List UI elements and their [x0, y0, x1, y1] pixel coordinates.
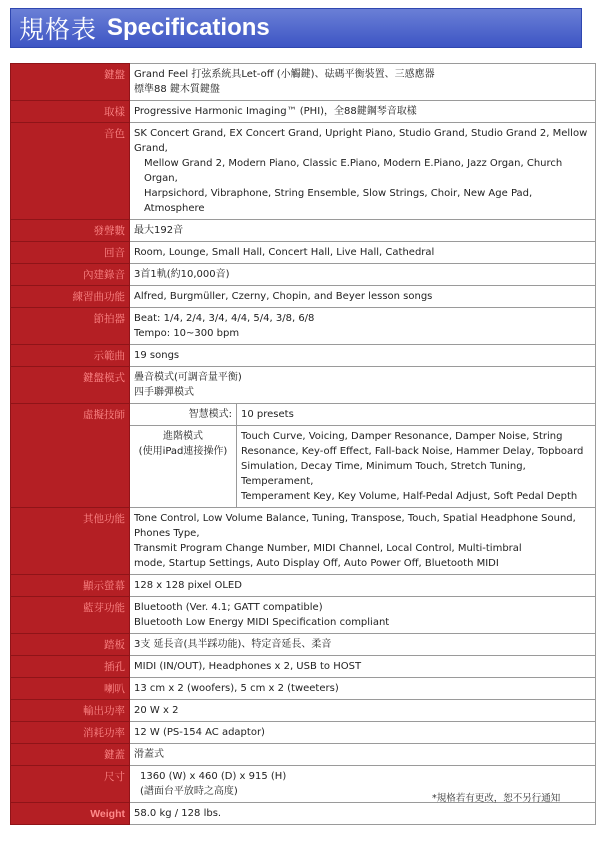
spec-value-line: Transmit Program Change Number, MIDI Channel, Local Control, Multi-timbral — [134, 543, 522, 554]
spec-row — [11, 597, 596, 634]
spec-value — [130, 634, 596, 656]
spec-value-line: (譜面台平放時之高度) — [140, 786, 238, 797]
spec-value — [130, 722, 596, 744]
spec-row — [11, 242, 596, 264]
spec-value-line: 3支 延長音(具半踩功能)、特定音延長、柔音 — [134, 639, 332, 650]
spec-value-line: Harpsichord, Vibraphone, String Ensemble, Slow Strings, Choir, New Age Pad, Atmosphere — [144, 188, 533, 214]
spec-label: 虛擬技師 — [11, 404, 130, 508]
advanced-mode-value-line: Temperament Key, Key Volume, Half-Pedal Adjust, Soft Pedal Depth — [241, 491, 578, 502]
spec-value — [130, 744, 596, 766]
spec-label: 發聲數 — [11, 220, 130, 242]
spec-value-line: Alfred, Burgmüller, Czerny, Chopin, and Beyer lesson songs — [134, 291, 433, 302]
spec-value — [130, 220, 596, 242]
spec-row — [11, 722, 596, 744]
spec-value — [130, 803, 596, 825]
spec-value — [130, 123, 596, 220]
spec-label: 取樣 — [11, 101, 130, 123]
advanced-mode-key-line: 進階模式 — [163, 431, 203, 442]
spec-value — [130, 508, 596, 575]
spec-label: 插孔 — [11, 656, 130, 678]
spec-value-line: SK Concert Grand, EX Concert Grand, Upright Piano, Studio Grand, Studio Grand 2, Mellow Grand, — [134, 128, 588, 154]
spec-value-line: Progressive Harmonic Imaging™ (PHI)，全88鍵鋼琴音取樣 — [134, 106, 417, 117]
footnote: *規格若有更改，恕不另行通知 — [432, 793, 561, 804]
spec-value-line: Tone Control, Low Volume Balance, Tuning, Transpose, Touch, Spatial Headphone Sound, Phones Type, — [134, 513, 576, 539]
spec-value-line: 疊音模式(可調音量平衡) — [134, 372, 242, 383]
spec-value — [130, 656, 596, 678]
spec-value-line: 1360 (W) x 460 (D) x 915 (H) — [140, 771, 287, 782]
spec-row — [11, 678, 596, 700]
spec-value — [130, 64, 596, 101]
spec-label: 回音 — [11, 242, 130, 264]
spec-value — [130, 345, 596, 367]
page-title-zh: 規格表 — [19, 15, 98, 44]
advanced-mode-value — [237, 426, 596, 508]
spec-label: 示範曲 — [11, 345, 130, 367]
basic-mode-key: 智慧模式: — [130, 404, 237, 426]
advanced-mode-value-line: Resonance, Key-off Effect, Fall-back Noise, Hammer Delay, Topboard — [241, 446, 584, 457]
spec-label: 內建錄音 — [11, 264, 130, 286]
virtual-tech-subtable — [130, 404, 595, 507]
spec-value-line: Room, Lounge, Small Hall, Concert Hall, Live Hall, Cathedral — [134, 247, 435, 258]
spec-row — [11, 744, 596, 766]
spec-label: 消耗功率 — [11, 722, 130, 744]
spec-label: 藍芽功能 — [11, 597, 130, 634]
spec-value — [130, 367, 596, 404]
spec-row — [11, 123, 596, 220]
spec-value — [130, 678, 596, 700]
spec-value-line: Tempo: 10~300 bpm — [134, 328, 240, 339]
spec-value-line: MIDI (IN/OUT), Headphones x 2, USB to HOST — [134, 661, 362, 672]
spec-value — [130, 597, 596, 634]
spec-row — [11, 367, 596, 404]
spec-row — [11, 264, 596, 286]
spec-label: 尺寸 — [11, 766, 130, 803]
spec-value-line: mode, Startup Settings, Auto Display Off, Auto Power Off, Bluetooth MIDI — [134, 558, 499, 569]
spec-row-virtual-technician — [11, 404, 596, 508]
basic-mode-value: 10 presets — [241, 409, 294, 420]
spec-value-line: 最大192音 — [134, 225, 184, 236]
spec-value-line: Bluetooth (Ver. 4.1; GATT compatible) — [134, 602, 323, 613]
spec-row — [11, 656, 596, 678]
advanced-mode-key — [130, 426, 237, 508]
spec-row — [11, 220, 596, 242]
spec-label: 其他功能 — [11, 508, 130, 575]
spec-label: 喇叭 — [11, 678, 130, 700]
spec-value — [130, 242, 596, 264]
spec-row — [11, 700, 596, 722]
spec-row — [11, 575, 596, 597]
spec-row — [11, 803, 596, 825]
spec-value — [130, 101, 596, 123]
spec-label: 鍵盤 — [11, 64, 130, 101]
spec-value — [130, 264, 596, 286]
spec-value — [130, 575, 596, 597]
spec-value-line: 四手聯彈模式 — [134, 387, 194, 398]
spec-label: 鍵盤模式 — [11, 367, 130, 404]
spec-value-line: 58.0 kg / 128 lbs. — [134, 808, 222, 819]
spec-label: 音色 — [11, 123, 130, 220]
spec-row — [11, 101, 596, 123]
spec-value — [130, 404, 596, 508]
page-title-en: Specifications — [107, 14, 270, 41]
spec-value-line: 20 W x 2 — [134, 705, 179, 716]
spec-table — [10, 63, 596, 825]
spec-row — [11, 634, 596, 656]
spec-value-line: 3首1軌(約10,000音) — [134, 269, 230, 280]
spec-label: 輸出功率 — [11, 700, 130, 722]
spec-label: Weight — [11, 803, 130, 825]
spec-value — [130, 700, 596, 722]
spec-value-line: Bluetooth Low Energy MIDI Specification compliant — [134, 617, 390, 628]
spec-value-line: 滑蓋式 — [134, 749, 164, 760]
spec-label: 顯示螢幕 — [11, 575, 130, 597]
spec-label: 踏板 — [11, 634, 130, 656]
advanced-mode-value-line: Simulation, Decay Time, Minimum Touch, Stretch Tuning, Temperament, — [241, 461, 526, 487]
spec-value-line: 標準88 鍵木質鍵盤 — [134, 84, 220, 95]
spec-value — [130, 286, 596, 308]
advanced-mode-value-line: Touch Curve, Voicing, Damper Resonance, Damper Noise, String — [241, 431, 563, 442]
spec-value-line: 128 x 128 pixel OLED — [134, 580, 242, 591]
spec-value-line: Grand Feel 打弦系統具Let-off (小觸鍵)、砝碼平衡裝置、三感應器 — [134, 69, 435, 80]
spec-row — [11, 308, 596, 345]
title-banner — [10, 8, 582, 48]
spec-value-line: 13 cm x 2 (woofers), 5 cm x 2 (tweeters) — [134, 683, 339, 694]
advanced-mode-key-line: (使用iPad連接操作) — [138, 446, 228, 457]
spec-value-line: 19 songs — [134, 350, 180, 361]
spec-row — [11, 345, 596, 367]
spec-value-line: Beat: 1/4, 2/4, 3/4, 4/4, 5/4, 3/8, 6/8 — [134, 313, 315, 324]
spec-value-line: 12 W (PS-154 AC adaptor) — [134, 727, 265, 738]
spec-row — [11, 286, 596, 308]
spec-row — [11, 64, 596, 101]
spec-value-line: Mellow Grand 2, Modern Piano, Classic E.Piano, Modern E.Piano, Jazz Organ, Church Organ, — [144, 158, 563, 184]
spec-label: 鍵蓋 — [11, 744, 130, 766]
spec-label: 節拍器 — [11, 308, 130, 345]
spec-row — [11, 508, 596, 575]
spec-value — [130, 308, 596, 345]
spec-label: 練習曲功能 — [11, 286, 130, 308]
